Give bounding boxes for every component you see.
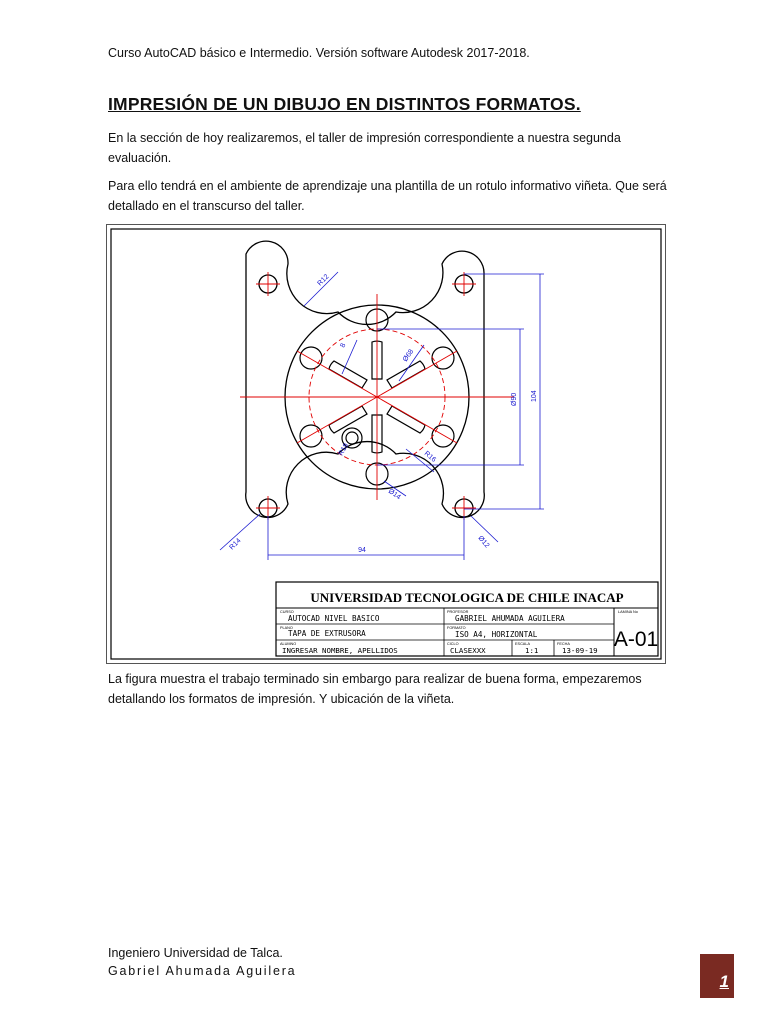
escala-label: ESCALA [515, 642, 530, 646]
page-title: IMPRESIÓN DE UN DIBUJO EN DISTINTOS FORMATOS. [108, 94, 581, 114]
template-paragraph: Para ello tendrá en el ambiente de aprendizaje una plantilla de un rotulo informativo viñeta. Que será detallado en el transcurso del taller. [108, 179, 667, 213]
dim-r16: R16 [422, 450, 438, 464]
formato-label: FORMATO [447, 626, 466, 630]
curso-label: CURSO [280, 610, 294, 614]
dim-d68: Ø68 [401, 348, 416, 364]
alumno-value: INGRESAR NOMBRE, APELLIDOS [282, 646, 398, 655]
formato-value: ISO A4, HORIZONTAL [455, 630, 538, 639]
page-number-badge [700, 954, 734, 998]
title-block [276, 582, 658, 656]
dim-d14: Ø14 [386, 487, 402, 502]
plano-value: TAPA DE EXTRUSORA [288, 629, 366, 638]
plano-label: PLANO [280, 626, 293, 630]
fecha-label: FECHA [557, 642, 570, 646]
course-header: Curso AutoCAD básico e Intermedio. Versión software Autodesk 2017-2018. [108, 46, 530, 60]
institution-name: UNIVERSIDAD TECNOLOGICA DE CHILE INACAP [310, 590, 624, 605]
dim-d12: Ø12 [476, 534, 491, 550]
footer-author: Gabriel Ahumada Aguilera [108, 964, 297, 978]
alumno-label: ALUMNO [280, 642, 297, 646]
cad-drawing [106, 224, 666, 664]
fecha-value: 13-09-19 [562, 646, 598, 655]
page-number: 1 [719, 972, 729, 991]
conclusion-paragraph: La figura muestra el trabajo terminado sin embargo para realizar de buena forma, empezaremos detallando los formatos de impresión. Y ubicación de la viñeta. [108, 672, 642, 706]
dim-8: 8 [339, 342, 348, 349]
profesor-value: GABRIEL AHUMADA AGUILERA [455, 614, 565, 623]
lamina-value: A-01 [613, 628, 659, 651]
dim-d90: Ø90 [511, 392, 518, 406]
ciclo-value: CLASEXXX [450, 646, 486, 655]
ciclo-label: CICLO [447, 642, 459, 646]
escala-value: 1:1 [525, 646, 539, 655]
curso-value: AUTOCAD NIVEL BASICO [288, 614, 380, 623]
dim-94: 94 [358, 547, 366, 554]
dim-r12: R12 [316, 273, 331, 288]
dim-r14: R14 [228, 537, 243, 552]
intro-paragraph: En la sección de hoy realizaremos, el taller de impresión correspondiente a nuestra segunda evaluación. [108, 131, 621, 165]
dim-104: 104 [531, 390, 538, 402]
profesor-label: PROFESOR [447, 610, 469, 614]
lamina-label: LAMINA No [618, 610, 638, 614]
footer-affiliation: Ingeniero Universidad de Talca. [108, 946, 283, 960]
dim-r18: R18 [337, 442, 351, 457]
